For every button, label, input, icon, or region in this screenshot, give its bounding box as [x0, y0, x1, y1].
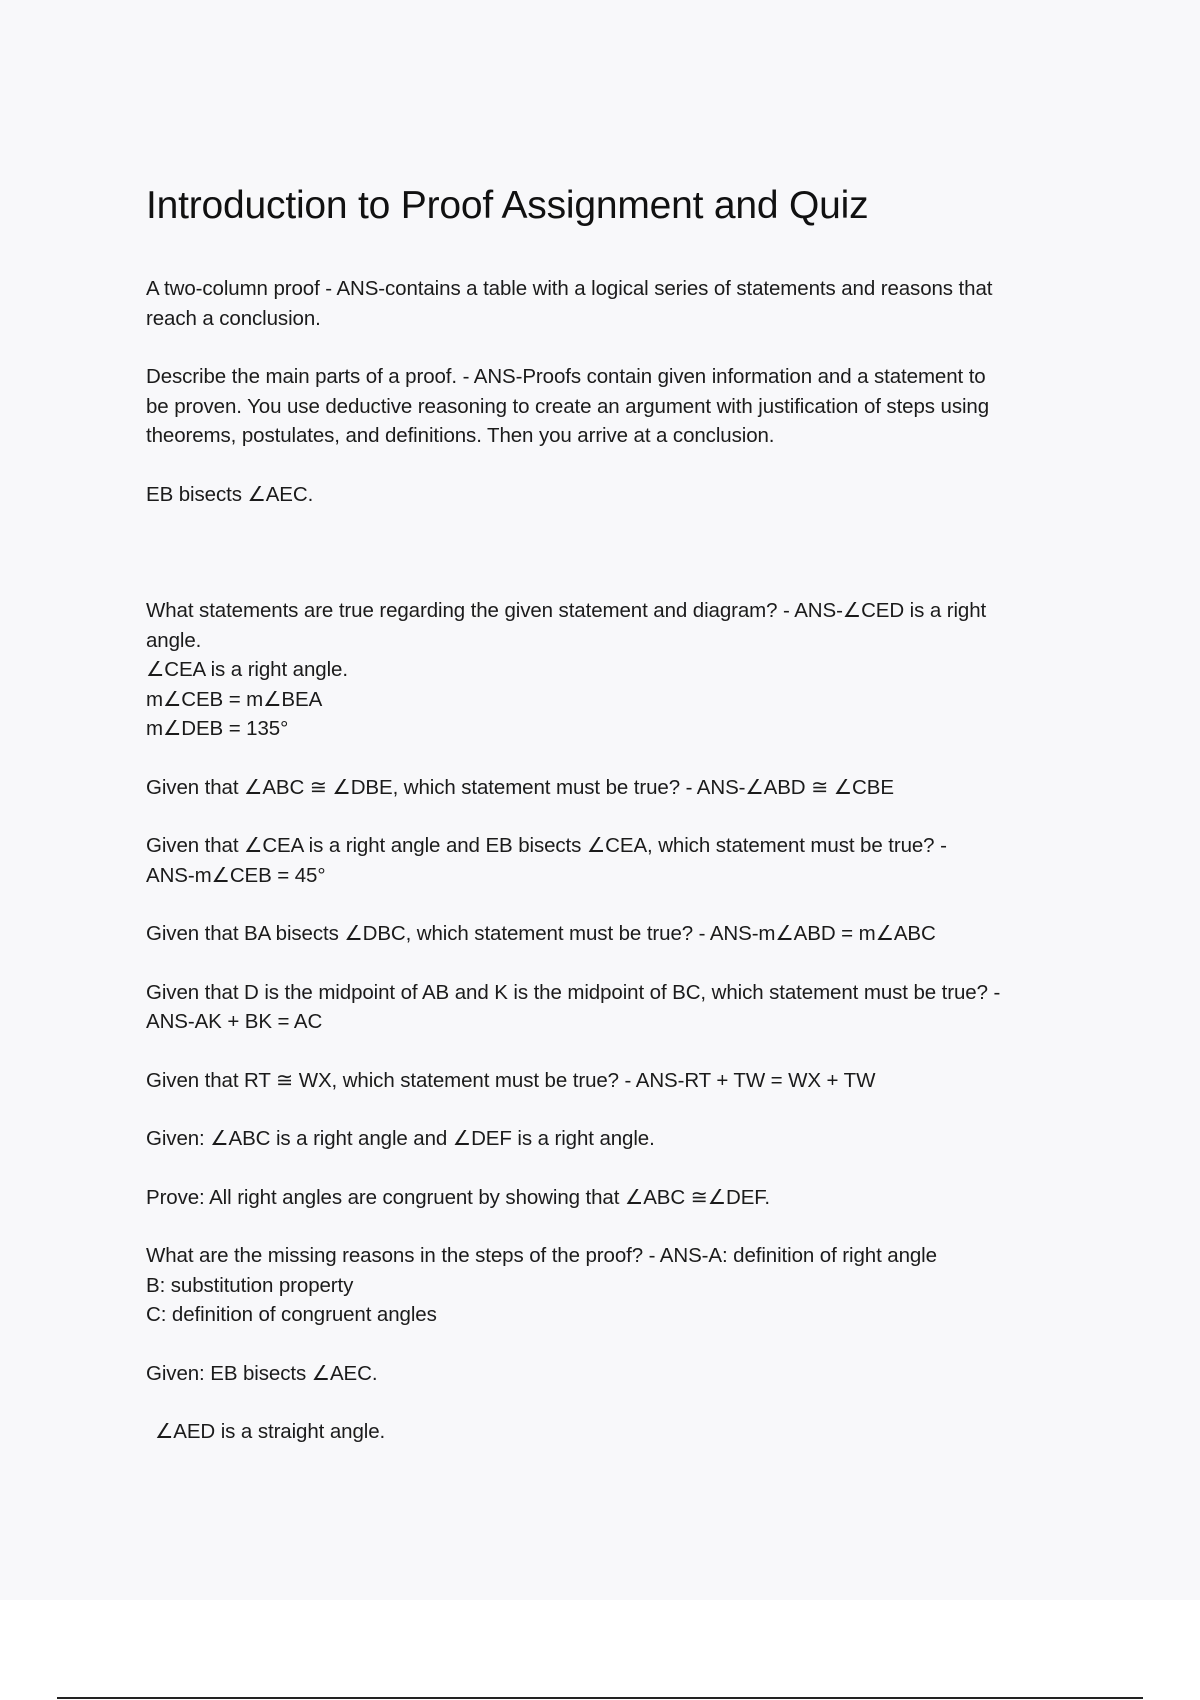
paragraph-prove-congruent — [146, 1183, 1086, 1213]
text-line: ANS-m∠CEB = 45° — [146, 863, 326, 887]
text-line: ∠AED is a straight angle. — [155, 1420, 386, 1443]
text-line: angle. — [146, 628, 202, 652]
text-line: Given that D is the midpoint of AB and K is the midpoint of BC, which statement must be true? - — [146, 980, 1001, 1004]
paragraph-eb-bisects — [146, 480, 1086, 510]
text-line: m∠DEB = 135° — [146, 717, 289, 740]
text-line: Prove: All right angles are congruent by showing that ∠ABC ≅∠DEF. — [146, 1185, 771, 1209]
paragraph-ba-bisects — [146, 919, 1086, 949]
text-line: A two-column proof - ANS-contains a table with a logical series of statements and reasons that — [146, 277, 993, 300]
text-line: m∠CEB = m∠BEA — [146, 687, 323, 711]
text-line: reach a conclusion. — [146, 306, 321, 330]
paragraph-main-parts — [146, 362, 1086, 451]
paragraph-cea-right-angle — [146, 831, 1086, 890]
paragraph-midpoints — [146, 978, 1086, 1037]
text-line: EB bisects ∠AEC. — [146, 482, 314, 506]
text-line: Given that BA bisects ∠DBC, which statement must be true? - ANS-m∠ABD = m∠ABC — [146, 922, 936, 945]
text-line: What statements are true regarding the given statement and diagram? - ANS-∠CED is a right — [146, 599, 987, 622]
text-line: B: substitution property — [146, 1273, 354, 1297]
text-line: theorems, postulates, and definitions. Then you arrive at a conclusion. — [146, 424, 775, 447]
paragraph-two-column-proof — [146, 274, 1086, 333]
text-line: Given: ∠ABC is a right angle and ∠DEF is a right angle. — [146, 1127, 655, 1150]
text-line: Given that RT ≅ WX, which statement must be true? - ANS-RT + TW = WX + TW — [146, 1068, 876, 1092]
paragraph-abc-dbe — [146, 773, 1086, 803]
text-line: ANS-AK + BK = AC — [146, 1010, 323, 1033]
paragraph-missing-reasons — [146, 1241, 1086, 1330]
paragraph-true-statements — [146, 596, 1086, 744]
text-line: Describe the main parts of a proof. - ANS-Proofs contain given information and a statement to — [146, 365, 986, 388]
document-content — [146, 182, 1086, 1476]
footer-divider — [57, 1697, 1143, 1699]
paragraph-rt-wx — [146, 1066, 1086, 1096]
figure-placeholder — [146, 538, 1086, 596]
text-line: What are the missing reasons in the steps of the proof? - ANS-A: definition of right angle — [146, 1244, 937, 1267]
text-line: C: definition of congruent angles — [146, 1303, 437, 1326]
text-line: be proven. You use deductive reasoning to create an argument with justification of steps using — [146, 394, 990, 418]
page-title: Introduction to Proof Assignment and Quiz — [146, 184, 869, 227]
text-line: Given that ∠CEA is a right angle and EB bisects ∠CEA, which statement must be true? - — [146, 834, 947, 857]
paragraph-given-right-angles — [146, 1124, 1086, 1154]
text-line: ∠CEA is a right angle. — [146, 658, 348, 681]
paragraph-straight-angle — [146, 1417, 1086, 1447]
text-line: Given: EB bisects ∠AEC. — [146, 1361, 378, 1385]
text-line: Given that ∠ABC ≅ ∠DBE, which statement must be true? - ANS-∠ABD ≅ ∠CBE — [146, 775, 894, 799]
paragraph-given-eb-bisects — [146, 1359, 1086, 1389]
